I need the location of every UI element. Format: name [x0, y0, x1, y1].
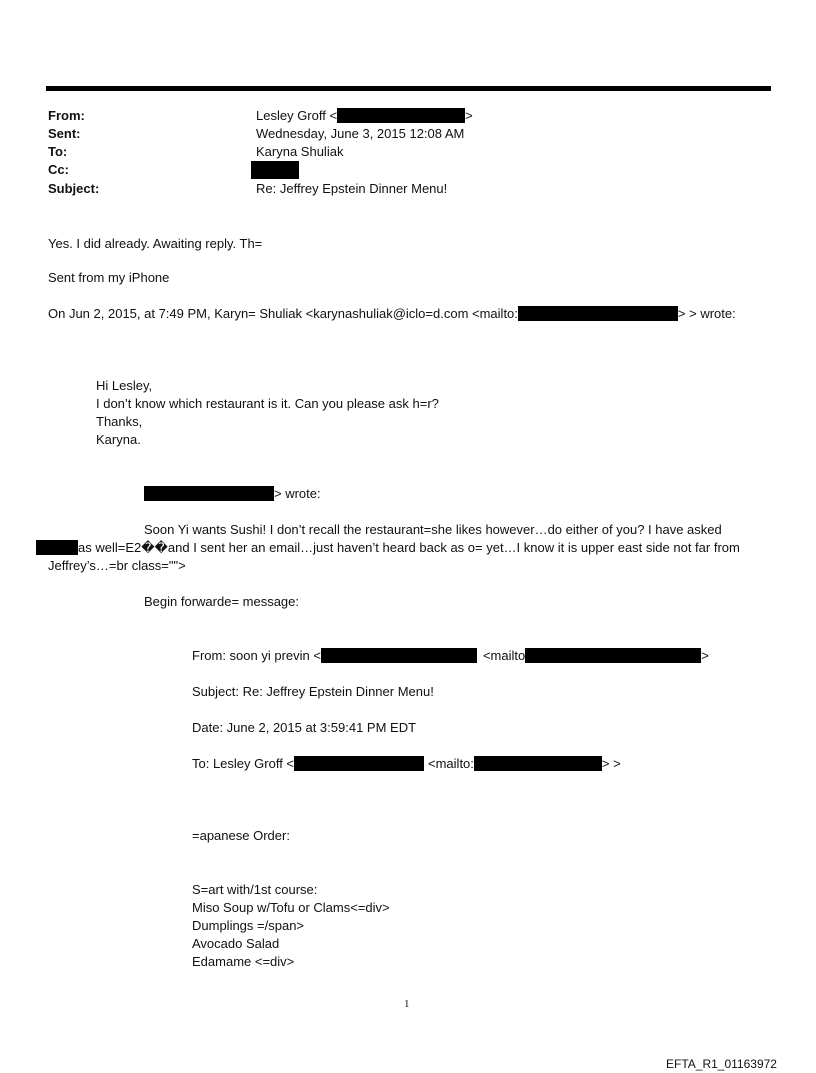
redaction-block: [337, 108, 465, 123]
redaction-block: [251, 161, 299, 179]
redaction-block: [525, 648, 701, 663]
header-rule: [46, 86, 771, 91]
fwd-date: Date: June 2, 2015 at 3:59:41 PM EDT: [192, 720, 417, 735]
redaction-block: [321, 648, 477, 663]
fwd-to: [192, 756, 621, 772]
redaction-block: [474, 756, 602, 771]
document-id: EFTA_R1_01163972: [666, 1057, 777, 1071]
menu-line-5: Edamame <=div>: [192, 954, 295, 969]
from-name: Lesley Groff <: [256, 108, 338, 123]
redaction-block: [518, 306, 678, 321]
fwd-subject: Subject: Re: Jeffrey Epstein Dinner Menu!: [192, 684, 434, 699]
fwd-mailto-b: <mailto:: [428, 756, 474, 771]
menu-line-3: Dumplings =/span>: [192, 918, 305, 933]
lesley-line-3: Jeffrey’s…=br class="">: [48, 558, 186, 573]
nested-wrote: > wrote:: [274, 486, 321, 501]
menu-line-2: Miso Soup w/Tofu or Clams<=div>: [192, 900, 390, 915]
sent-value: Wednesday, June 3, 2015 12:08 AM: [256, 126, 465, 141]
karyna-greeting: Hi Lesley,: [96, 378, 153, 393]
fwd-mailto-b-close: > >: [601, 756, 621, 771]
lesley-line-1: Soon Yi wants Sushi! I don’t recall the restaurant=she likes however…do either of you? I have asked: [144, 522, 722, 537]
quote-header: [48, 306, 736, 322]
to-value: Karyna Shuliak: [256, 144, 344, 159]
redaction-block: [36, 540, 78, 555]
fwd-mailto-a: <mailto: [482, 648, 526, 663]
lesley-line-2-text: as well=E2��and I sent her an email…just haven’t heard back as o= yet…I know it is upper east side not far from: [78, 540, 740, 555]
redaction-block: [294, 756, 424, 771]
quote-header-suffix: > > wrote:: [677, 306, 736, 321]
karyna-thanks: Thanks,: [96, 414, 143, 429]
lesley-line-2: [36, 540, 740, 556]
karyna-question: I don’t know which restaurant is it. Can you please ask h=r?: [96, 396, 439, 411]
from-label: From:: [48, 108, 85, 123]
karyna-name: Karyna.: [96, 432, 141, 447]
subject-value: Re: Jeffrey Epstein Dinner Menu!: [256, 181, 448, 196]
page-number: 1: [404, 998, 410, 1010]
sent-label: Sent:: [48, 126, 81, 141]
fwd-from-prefix: From: soon yi previn <: [192, 648, 321, 663]
order-title: =apanese Order:: [192, 828, 290, 843]
from-close: >: [465, 108, 473, 123]
fwd-mailto-a-close: >: [701, 648, 709, 663]
cc-label: Cc:: [48, 162, 69, 177]
cc-value: [251, 161, 299, 180]
nested-wrote-line: [144, 486, 321, 502]
reply-line: Yes. I did already. Awaiting reply. Th=: [48, 236, 263, 251]
fwd-from: [192, 648, 709, 664]
subject-label: Subject:: [48, 181, 100, 196]
to-label: To:: [48, 144, 68, 159]
menu-line-1: S=art with/1st course:: [192, 882, 318, 897]
menu-line-4: Avocado Salad: [192, 936, 280, 951]
signature: Sent from my iPhone: [48, 270, 170, 285]
fwd-to-prefix: To: Lesley Groff <: [192, 756, 295, 771]
from-value: [256, 108, 473, 124]
quote-header-prefix: On Jun 2, 2015, at 7:49 PM, Karyn= Shuliak <karynashuliak@iclo=d.com <mailto:: [48, 306, 518, 321]
redaction-block: [144, 486, 274, 501]
forward-label: Begin forwarde= message:: [144, 594, 300, 609]
